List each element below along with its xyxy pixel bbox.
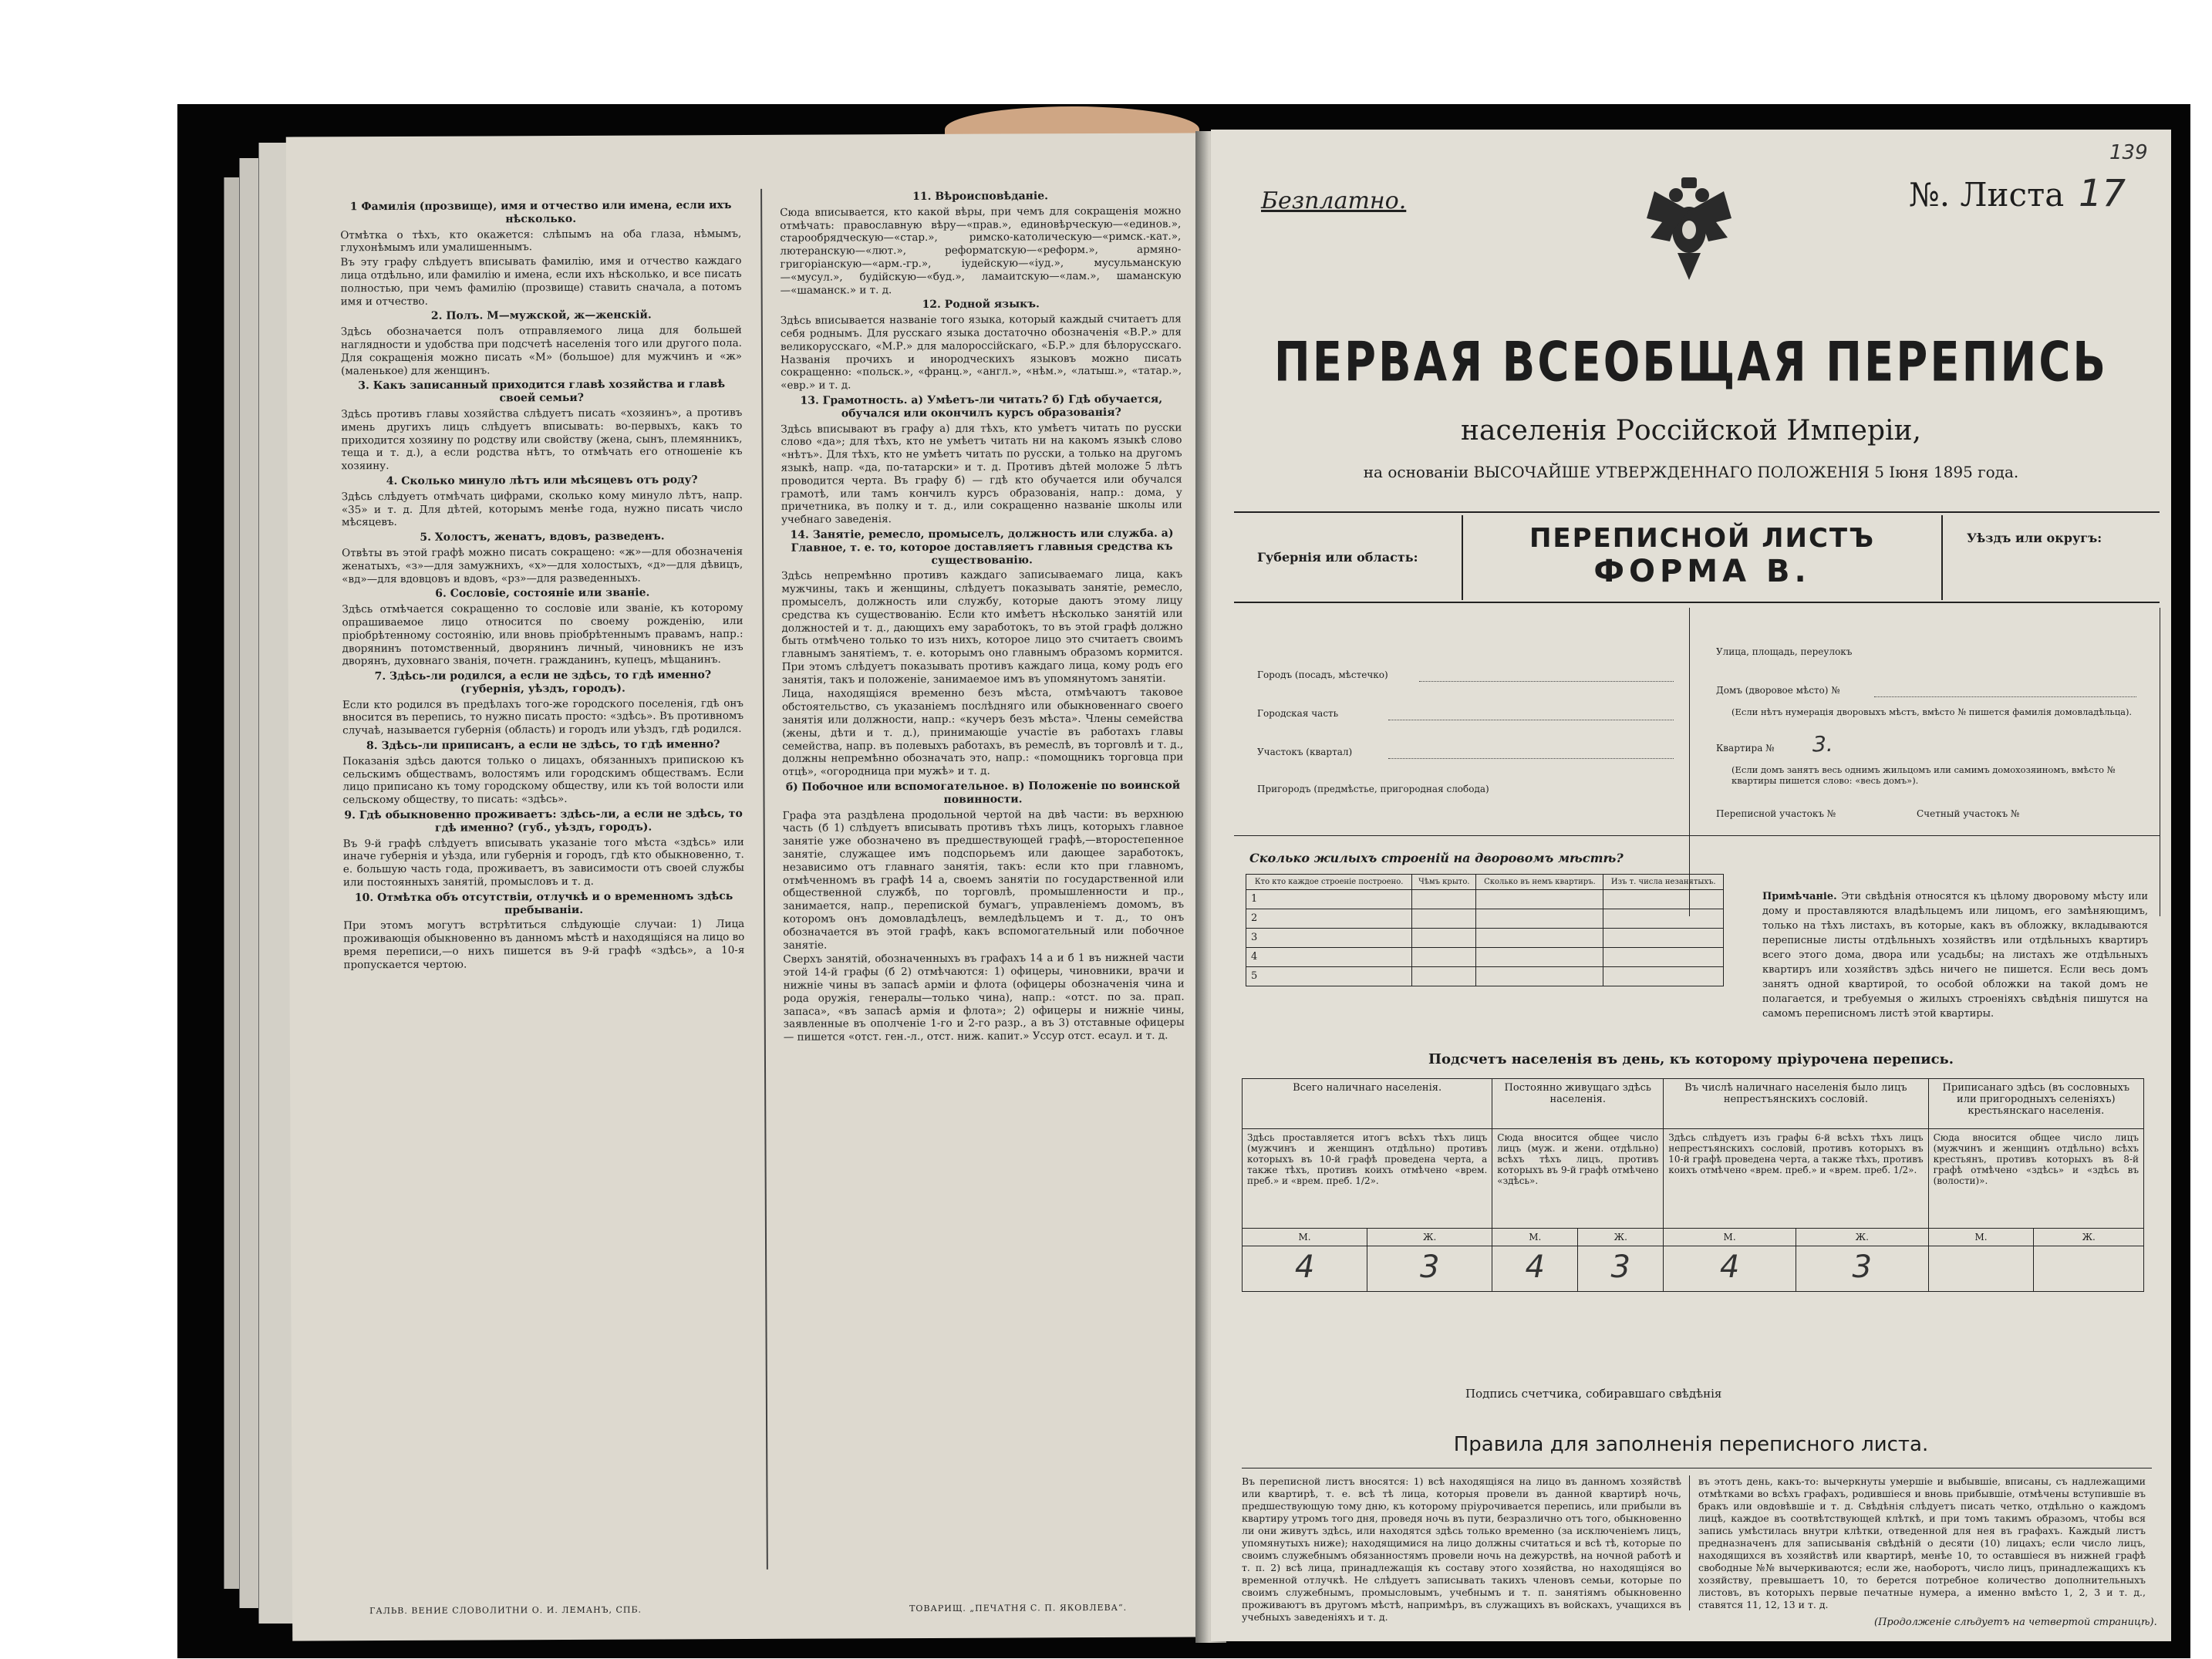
instruction-heading: 4. Сколько минуло лѣтъ или мѣсяцевъ отъ роду? bbox=[386, 474, 698, 487]
handwritten-count bbox=[1928, 1246, 2034, 1292]
printer-footer-left: ГАЛЬВ. ВЕНИЕ СЛОВОЛИТНИ О. И. ЛЕМАНЪ, СПБ. bbox=[369, 1604, 642, 1617]
population-table bbox=[1242, 1078, 2144, 1292]
buildings-cell bbox=[1476, 890, 1603, 909]
census-title: ПЕРВАЯ ВСЕОБЩАЯ ПЕРЕПИСЬ bbox=[1273, 331, 2109, 395]
instruction-text: Здѣсь вписывают въ графу а) для тѣхъ, кто умѣетъ читать по русски слово «да»; для тѣхъ, кто не умѣетъ читать ни на какомъ языкѣ слово «нѣтъ». Для тѣхъ, кто не умѣетъ читать по русски, а только на другомъ языкѣ, напр. «да, по-татарски» и т. д. Противъ дѣтей моложе 5 лѣтъ проводится черта. Въ графу б) — гдѣ кто обучается или обучался грамотѣ, или тамъ кончилъ курсъ образованія, напр.: дома, у причетника, въ полку и т. д., или сокращенно названіе школы или учебнаго заведенія. bbox=[781, 421, 1182, 526]
corner-archive-number: 139 bbox=[2109, 141, 2148, 164]
handwritten-count: 3 bbox=[1578, 1246, 1664, 1292]
instruction-heading: 2. Полъ. М—мужской, ж—женскій. bbox=[430, 309, 652, 323]
buildings-cell bbox=[1412, 929, 1476, 948]
instruction-heading: 7. Здѣсь-ли родился, а если не здѣсь, то гдѣ именно? (губернія, уѣздъ, городъ). bbox=[374, 669, 712, 696]
buildings-row-number: 5 bbox=[1246, 967, 1412, 986]
buildings-cell bbox=[1412, 890, 1476, 909]
buildings-cell bbox=[1476, 929, 1603, 948]
perepisnoy-label: Переписной участокъ № bbox=[1716, 808, 1836, 819]
buildings-row-number: 1 bbox=[1246, 890, 1412, 909]
handwritten-count: 4 bbox=[1243, 1246, 1367, 1292]
population-column-instruction: Сюда вносится общее число лицъ (муж. и жени. отдѣльно) всѣхъ тѣхъ лицъ, противъ которыхъ въ 9-й графѣ отмѣчено «здѣсь». bbox=[1492, 1129, 1664, 1229]
buildings-cell bbox=[1412, 967, 1476, 986]
buildings-row bbox=[1246, 967, 1724, 986]
guberniya-label: Губернія или область: bbox=[1257, 550, 1418, 565]
left-page bbox=[286, 133, 1210, 1640]
address-block bbox=[1234, 608, 2160, 916]
instruction-text: Отвѣты въ этой графѣ можно писать сокращено: «ж»—для обозначенія женатыхъ, «з»—для замужнихъ, «х»—для холостыхъ, «д»—для дѣвицъ, «вд»—для вдовцовъ и вдовъ, «рз»—для разведенныхъ. bbox=[342, 545, 744, 585]
instruction-heading: 13. Грамотность. а) Умѣетъ-ли читать? б) Гдѣ обучается, обучался или окончилъ курсъ образованія? bbox=[800, 393, 1163, 420]
buildings-cell bbox=[1412, 909, 1476, 929]
census-subtitle: населенія Россійской Имперіи, bbox=[1461, 415, 1921, 447]
instruction-heading: 9. Гдѣ обыкновенно проживаетъ: здѣсь-ли, а если не здѣсь, то гдѣ именно? (губ., уѣздъ, городъ). bbox=[344, 808, 743, 835]
instruction-heading: 14. Занятіе, ремесло, промыселъ, должность или служба. а) Главное, т. е. то, которое доставляетъ главныя средства къ существованію. bbox=[790, 527, 1174, 567]
instruction-text: Сверхъ занятій, обозначенныхъ въ графахъ 14 а и б 1 въ нижней части этой 14-й графы (б 2) отмѣчаются: 1) офицеры, чиновники, врачи и нижніе чины въ запасѣ арміи и флота (офицеры обозначенія чина и рода оружія, генералы—только чина), напр.: «отст. по за. прап. запаса», «въ запасѣ армія и флота»; 2) офицеры и нижніе чины, заявленные въ ополченіе 1-го и 2-го разр., а въ 3) отставные офицеры — пишется «отст. ген.-л., отст. ниж. капит.» Уссур отст. есаул. и т. д. bbox=[783, 951, 1185, 1044]
instruction-text: Показанія здѣсь даются только о лицахъ, обязанныхъ припискою къ сельскимъ обществамъ, волостямъ или городскимъ обществамъ. Если лицо приписано къ тому городскому обществу, или къ той волости или сельскому обществу, то писать: «здѣсь». bbox=[342, 753, 744, 807]
population-column-header: Постоянно живущаго здѣсь населенія. bbox=[1492, 1079, 1664, 1129]
rule-line bbox=[1234, 602, 2160, 603]
kvartira-handwritten: 3. bbox=[1812, 731, 1833, 757]
instruction-heading: 10. Отмѣтка объ отсутствіи, отлучкѣ и о временномъ здѣсь пребываніи. bbox=[354, 889, 733, 917]
buildings-row-number: 2 bbox=[1246, 909, 1412, 929]
gorod-label: Городъ (посадъ, мѣстечко) bbox=[1257, 669, 1388, 680]
kvartira-label: Квартира № bbox=[1716, 743, 1775, 754]
buildings-cell bbox=[1476, 967, 1603, 986]
fill-line bbox=[1388, 758, 1674, 759]
instructions-column-1 bbox=[340, 197, 744, 973]
podschet-title: Подсчетъ населенія въ день, къ которому пріурочена перепись. bbox=[1428, 1051, 1954, 1067]
instruction-heading: б) Побочное или вспомогательное. в) Положеніе по воинской повинности. bbox=[785, 779, 1181, 806]
printer-footer-right: ТОВАРИЩ. „ПЕЧАТНЯ С. П. ЯКОВЛЕВА“. bbox=[909, 1602, 1128, 1614]
instruction-text: Здѣсь обозначается полъ отправляемого лица для большей наглядности и удобства при подсчетѣ населенія того или другого пола. Для сокращенія можно писать «М» (большое) для мужчинъ и «ж» (маленькое) для женщинъ. bbox=[340, 324, 743, 377]
population-column-header: Всего наличнаго населенія. bbox=[1243, 1079, 1492, 1129]
female-column-label: Ж. bbox=[1578, 1229, 1664, 1246]
handwritten-count: 4 bbox=[1492, 1246, 1578, 1292]
male-column-label: М. bbox=[1664, 1229, 1796, 1246]
instruction-text: Графа эта раздѣлена продольной чертой на двѣ части: въ верхнюю часть (б 1) слѣдуетъ вписывать противъ тѣхъ лицъ, которыхъ главное занятіе уже обозначено въ предшествующей графѣ,—второстепенное занятіе, служащее имъ подспорьемъ или дающее заработокъ, независимо отъ главнаго занятія, такъ: если кто при главномъ, отмѣченномъ въ графѣ 14 а, своемъ занятіи по государственной или общественной службѣ, по торговлѣ, промышленности и пр., занимается, напр., перепиской бумагъ, управленіемъ домомъ, въ которомъ онъ домовладѣлецъ, вемледѣльцемъ и т. д., то онъ обозначается въ этой графѣ, какъ вспомогательный или побочное занятіе. bbox=[782, 808, 1185, 952]
buildings-row bbox=[1246, 909, 1724, 929]
gorod-part-label: Городская часть bbox=[1257, 708, 1339, 719]
primechanie-label: Примѣчаніе. bbox=[1762, 891, 1837, 902]
instruction-heading: 6. Сословіе, состояніе или званіе. bbox=[435, 586, 650, 601]
female-column-label: Ж. bbox=[1796, 1229, 1928, 1246]
male-column-label: М. bbox=[1492, 1229, 1578, 1246]
rules-column-1: Въ переписной листъ вносятся: 1) всѣ находящіяся на лицо въ данномъ хозяйствѣ или квартирѣ, т. е. всѣ тѣ лица, которыя провели въ данной квартирѣ ночь, предшествующую тому дню, къ которому пріурочивается перепись, или прибыли въ квартиру утромъ того дня, проведя ночь въ пути, безразлично отъ того, обыкновенно ли они живутъ здѣсь, или находятся здѣсь только временно (за исключеніемъ лицъ, упомянутыхъ ниже); находящимися на лицо должны считаться и всѣ тѣ, которые по своимъ служебнымъ обязанностямъ провели ночь на дежурствѣ, на ночной работѣ и т. п. 2) всѣ лица, принадлежащія къ составу этого хозяйства, но находящіяся во временной отлучкѣ. Не слѣдуетъ записывать такихъ членовъ семьи, которые по своимъ служебнымъ, промысловымъ, учебнымъ и т. п. занятіямъ обыкновенно проживаютъ въ другомъ мѣстѣ, напримѣръ, въ служащихъ въ войскахъ, учащихся въ учебныхъ заведеніяхъ и т. д. bbox=[1242, 1475, 1681, 1623]
prigorod-label: Пригородъ (предмѣстье, пригородная слобода) bbox=[1257, 784, 1489, 794]
instruction-text: Здѣсь непремѣнно противъ каждаго записываемаго лица, какъ мужчины, такъ и женщины, слѣдуетъ показывать занятіе, ремесло, промыселъ, должность или службу, которые даютъ этому лицу средства къ существованію. Если кто имѣетъ нѣсколько занятій или должностей и т. д., дающихъ ему заработокъ, то въ этой графѣ должно быть отмѣчено только то изъ нихъ, которое лицо это считаетъ своимъ главнымъ занятіемъ, т. е. которымъ оно главнымъ образомъ кормится. При этомъ слѣдуетъ показывать противъ каждаго лица, кому родъ его занятія, такъ и положеніе, занимаемое имъ въ упомянутомъ занятіи. bbox=[781, 568, 1183, 686]
female-column-label: Ж. bbox=[1367, 1229, 1492, 1246]
instruction-heading: 1 Фамилія (прозвище), имя и отчество или имена, если ихъ нѣсколько. bbox=[349, 199, 732, 226]
instruction-text: Здѣсь вписывается названіе того языка, который каждый считаетъ для себя роднымъ. Для русскаго языка достаточно обозначенія «В.Р.» для великорусскаго, «М.Р.» для малороссійскаго, «Б.Р.» для бѣлорусскаго. Названія прочихъ и инородческихъ языковъ можно писать сокращенно: «польск.», «франц.», «англ.», «нѣм.», «латыш.», «татар.», «евр.» и т. д. bbox=[780, 312, 1182, 392]
instruction-text: Сюда вписывается, кто какой вѣры, при чемъ для сокращенія можно отмѣчать: православную вѣру—«прав.», единовѣрческую—«единов.», старообрядческую—«стар.», римско-католическую—«римск.-кат.», лютеранскую—«лют.», реформатскую—«реформ.», армяно-григоріанскую—«арм.-гр.», іудейскую—«іуд.», мусульманскую—«мусул.», будійскую—«буд.», ламаитскую—«лам.», шаманскую—«шаманск.» и т. д. bbox=[780, 204, 1182, 297]
uezd-label: Уѣздъ или округъ: bbox=[1967, 531, 2102, 545]
free-label: Безплатно. bbox=[1261, 187, 1407, 214]
sheet-title-box bbox=[1462, 515, 1943, 600]
address-left bbox=[1234, 608, 1690, 916]
rules-title: Правила для заполненія переписного листа. bbox=[1453, 1433, 1929, 1456]
female-column-label: Ж. bbox=[2034, 1229, 2144, 1246]
buildings-header-cell: Кто кто каждое строеніе построено. bbox=[1246, 875, 1412, 890]
census-decree-line: на основаніи ВЫСОЧАЙШЕ УТВЕРЖДЕННАГО ПОЛОЖЕНІЯ 5 Іюня 1895 года. bbox=[1363, 463, 2019, 481]
instruction-text: Здѣсь слѣдуетъ отмѣчать цифрами, сколько кому минуло лѣтъ, напр. «35» и т. д. Для дѣтей, которымъ менѣе года, нужно писать число мѣсяцевъ. bbox=[341, 488, 743, 529]
uchastok-label: Участокъ (квартал) bbox=[1257, 747, 1353, 757]
male-column-label: М. bbox=[1243, 1229, 1367, 1246]
kvartira-note: (Если домъ занятъ весь однимъ жильцомъ или самимъ домохозяиномъ, вмѣсто № квартиры пишется слово: «весь домъ»). bbox=[1731, 764, 2116, 786]
instruction-heading: 11. Вѣроисповѣданіе. bbox=[912, 190, 1049, 204]
instruction-text: Въ 9-й графѣ слѣдуетъ вписывать указаніе того мѣста «здѣсь» или иначе губернія и уѣзда, или губернія и городъ, гдѣ кто обыкновенно, т. е. большую часть года, проживаетъ, въ зависимости отъ своей службы или постоянныхъ занятій, промысловъ и т. д. bbox=[342, 835, 744, 889]
instruction-text: Если кто родился въ предѣлахъ того-же городского поселенія, гдѣ онъ вносится въ перепись, то нужно писать просто: «здѣсь». Въ противномъ случаѣ, называется губернія (область) и городъ или уѣздъ, гдѣ родился. bbox=[342, 696, 744, 737]
instruction-heading: 12. Родной языкъ. bbox=[922, 298, 1040, 312]
fill-line bbox=[1874, 696, 2136, 697]
buildings-cell bbox=[1603, 967, 1724, 986]
dom-note: (Если нѣтъ нумерація дворовыхъ мѣстъ, вмѣсто № пишется фамилія домовладѣльца). bbox=[1731, 706, 2133, 717]
handwritten-count: 4 bbox=[1664, 1246, 1796, 1292]
buildings-cell bbox=[1412, 948, 1476, 967]
population-column-instruction: Здѣсь слѣдуетъ изъ графы 6-й всѣхъ тѣхъ лицъ непрестъянскихъ сословій, противъ которыхъ въ 10-й графѣ проведена черта, а также тѣхъ, противъ коихъ отмѣчено «врем. преб.» и «врем. преб. 1/2». bbox=[1664, 1129, 1928, 1229]
continued-note: (Продолженіе слѣдуетъ на четвертой страницѣ). bbox=[1874, 1617, 2157, 1628]
buildings-cell bbox=[1603, 929, 1724, 948]
buildings-row-number: 3 bbox=[1246, 929, 1412, 948]
instruction-text: При этомъ могутъ встрѣтиться слѣдующіе случаи: 1) Лица проживающія обыкновенно въ данномъ мѣстѣ и находящіяся на лицо во время переписи,—о нихъ пишется въ 9-й графѣ «здѣсь», а 10-я пропускается чертою. bbox=[343, 918, 745, 972]
buildings-cell bbox=[1476, 948, 1603, 967]
buildings-header-cell: Сколько въ немъ квартиръ. bbox=[1476, 875, 1603, 890]
sheet-title: ПЕРЕПИСНОЙ ЛИСТЪ bbox=[1529, 523, 1876, 554]
column-divider bbox=[1689, 1475, 1690, 1610]
buildings-row bbox=[1246, 890, 1724, 909]
street-label: Улица, площадь, переулокъ bbox=[1716, 646, 1853, 657]
instruction-text: Здѣсь отмѣчается сокращенно то сословіе или званіе, къ которому опрашиваемое лицо относится по своему рожденію, или пріобрѣтенному состоянію, или вновь пріобрѣтеннымъ правамъ, напр.: дворянинъ потомственный, дворянинъ личный, чиновникъ не изъ дворянъ, духовнаго званія, почетн. гражданинъ, купецъ, мѣщанинъ. bbox=[342, 602, 744, 668]
instruction-text: Отмѣтка о тѣхъ, кто окажется: слѣпымъ на оба глаза, нѣмымъ, глухонѣмымъ или умалишеннымъ. bbox=[340, 227, 742, 255]
instruction-text: Здѣсь противъ главы хозяйства слѣдуетъ писать «хозяинъ», а противъ имень другихъ лицъ слѣдуетъ вписывать: во-первыхъ, какъ то приходится хозяину по родству или свойству (жена, сынъ, племянникъ, теща и т. д.), а если родства нѣтъ, то отмѣчать его отношеніе къ хозяину. bbox=[341, 406, 743, 473]
sheet-number-handwritten: 17 bbox=[2079, 172, 2126, 215]
buildings-table bbox=[1246, 874, 1724, 986]
rule-line bbox=[1234, 511, 2160, 513]
signature-label: Подпись счетчика, собиравшаго свѣдѣнія bbox=[1465, 1387, 1722, 1401]
buildings-row bbox=[1246, 929, 1724, 948]
buildings-cell bbox=[1603, 890, 1724, 909]
male-column-label: М. bbox=[1928, 1229, 2034, 1246]
instruction-heading: 3. Какъ записанный приходится главѣ хозяйства и главѣ своей семьи? bbox=[358, 378, 726, 405]
instruction-heading: 5. Холостъ, женатъ, вдовъ, разведенъ. bbox=[420, 530, 665, 544]
buildings-header-cell: Изъ т. числа незанятыхъ. bbox=[1603, 875, 1724, 890]
population-column-header: Приписанаго здѣсь (въ сословныхъ или пригородныхъ селеніяхъ) крестьянскаго населенія. bbox=[1928, 1079, 2143, 1129]
instruction-heading: 8. Здѣсь-ли приписанъ, а если не здѣсь, то гдѣ именно? bbox=[366, 738, 720, 753]
handwritten-count: 3 bbox=[1796, 1246, 1928, 1292]
population-column-header: Въ числѣ наличнаго населенія было лицъ непрестъянскихъ сословій. bbox=[1664, 1079, 1928, 1129]
population-column-instruction: Сюда вносится общее число лицъ (мужчинъ и женщинъ отдѣльно) всѣхъ крестьянъ, противъ которыхъ въ 8-й графѣ отмѣчено «здѣсь» и «здѣсь въ (волости)». bbox=[1928, 1129, 2143, 1229]
fill-line bbox=[1419, 681, 1674, 682]
column-divider bbox=[760, 189, 767, 1570]
schetny-label: Счетный участокъ № bbox=[1917, 808, 2020, 819]
instructions-column-2 bbox=[780, 187, 1185, 1046]
buildings-cell bbox=[1603, 948, 1724, 967]
population-column-instruction: Здѣсь проставляется итогъ всѣхъ тѣхъ лицъ (мужчинъ и женщинъ отдѣльно) противъ которыхъ въ 10-й графѣ проведена черта, а также тѣхъ, противъ коихъ отмѣчено «врем. преб.» и «врем. преб. 1/2». bbox=[1243, 1129, 1492, 1229]
handwritten-count bbox=[2034, 1246, 2144, 1292]
instruction-text: Въ эту графу слѣдуетъ вписывать фамилію, имя и отчество каждаго лица отдѣльно, или фамилію и имена, если ихъ нѣсколько, и все писать полностью, при чемъ фамилію (прозвище) ставить сначала, а потомъ имя и отчество. bbox=[340, 255, 742, 308]
stroeniya-question: Сколько жилыхъ строеній на дворовомъ мѣстѣ? bbox=[1249, 851, 1624, 865]
imperial-eagle-icon bbox=[1639, 176, 1739, 284]
sheet-number-label: №. Листа bbox=[1909, 176, 2065, 214]
right-page bbox=[1211, 130, 2171, 1641]
form-label: ФОРМА В. bbox=[1593, 554, 1811, 589]
rule-line bbox=[1234, 835, 2160, 836]
dom-label: Домъ (дворовое мѣсто) № bbox=[1716, 685, 1840, 696]
primechanie-text: Эти свѣдѣнія относятся къ цѣлому дворовому мѣсту или дому и проставляются владѣльцемъ или лицомъ, его замѣняющимъ, только на тѣхъ листахъ, въ которые, какъ въ обложку, вкладываются переписные листы отдѣльныхъ хозяйствъ или отдѣльныхъ квартиръ всего этого дома, двора или усадьбы; на листахъ же отдѣльныхъ квартиръ или хозяйствъ здѣсь ничего не пишется. Если весь домъ занятъ одной квартирой, то особой обложки на такой домъ не полагается, и требуемыя о жилыхъ строеніяхъ свѣдѣнія пишутся на самомъ переписномъ листѣ этой квартиры. bbox=[1762, 891, 2148, 1020]
buildings-header-cell: Чѣмъ крыто. bbox=[1412, 875, 1476, 890]
handwritten-count: 3 bbox=[1367, 1246, 1492, 1292]
buildings-cell bbox=[1603, 909, 1724, 929]
buildings-cell bbox=[1476, 909, 1603, 929]
buildings-row-number: 4 bbox=[1246, 948, 1412, 967]
buildings-row bbox=[1246, 948, 1724, 967]
primechanie-note bbox=[1762, 889, 2148, 1021]
instruction-text: Лица, находящіяся временно безъ мѣста, отмѣчаютъ таковое обстоятельство, съ указаніемъ послѣдняго или обыкновеннаго своего занятія или должности, напр.: «кучеръ безъ мѣста». Члены семейства (жены, дѣти и т. д.), принимающіе участіе въ работахъ главы семейства, напр. въ полевыхъ работахъ, въ ремеслѣ, въ торговлѣ и т. д., должны непремѣнно обозначать это, напр.: «помощникъ торговца при отцѣ», «огородница при мужѣ» и т. д. bbox=[781, 686, 1184, 779]
rules-column-2: въ этотъ день, какъ-то: вычеркнуты умершіе и выбывшіе, вписаны, съ надлежащими отмѣтками во всѣхъ графахъ, родившіеся и вновь прибывшіе, отмѣчены вступившіе въ бракъ или овдовѣвшіе и т. д. Свѣдѣнія слѣдуетъ писать четко, отдѣльно о каждомъ лицѣ, каждое въ соотвѣтствующей клѣткѣ, и при томъ такимъ образомъ, чтобы вся запись умѣстилась внутри клѣтки, отведенной для нея въ графахъ. Каждый листъ предназначенъ для записыванія свѣдѣній о десяти (10) лицахъ; если число лицъ, находящихся въ хозяйствѣ или квартирѣ, менѣе 10, то оставшіеся въ нижней графѣ свободные №№ вычеркиваются; если же, наоборотъ, число лицъ, принадлежащихъ къ хозяйству, превышаетъ 10, то берется потребное количество дополнительныхъ листовъ, въ которыхъ первые печатные нумера, а именно вмѣсто 1, 2, 3 и т. д., ставятся 11, 12, 13 и т. д. bbox=[1698, 1475, 2146, 1610]
